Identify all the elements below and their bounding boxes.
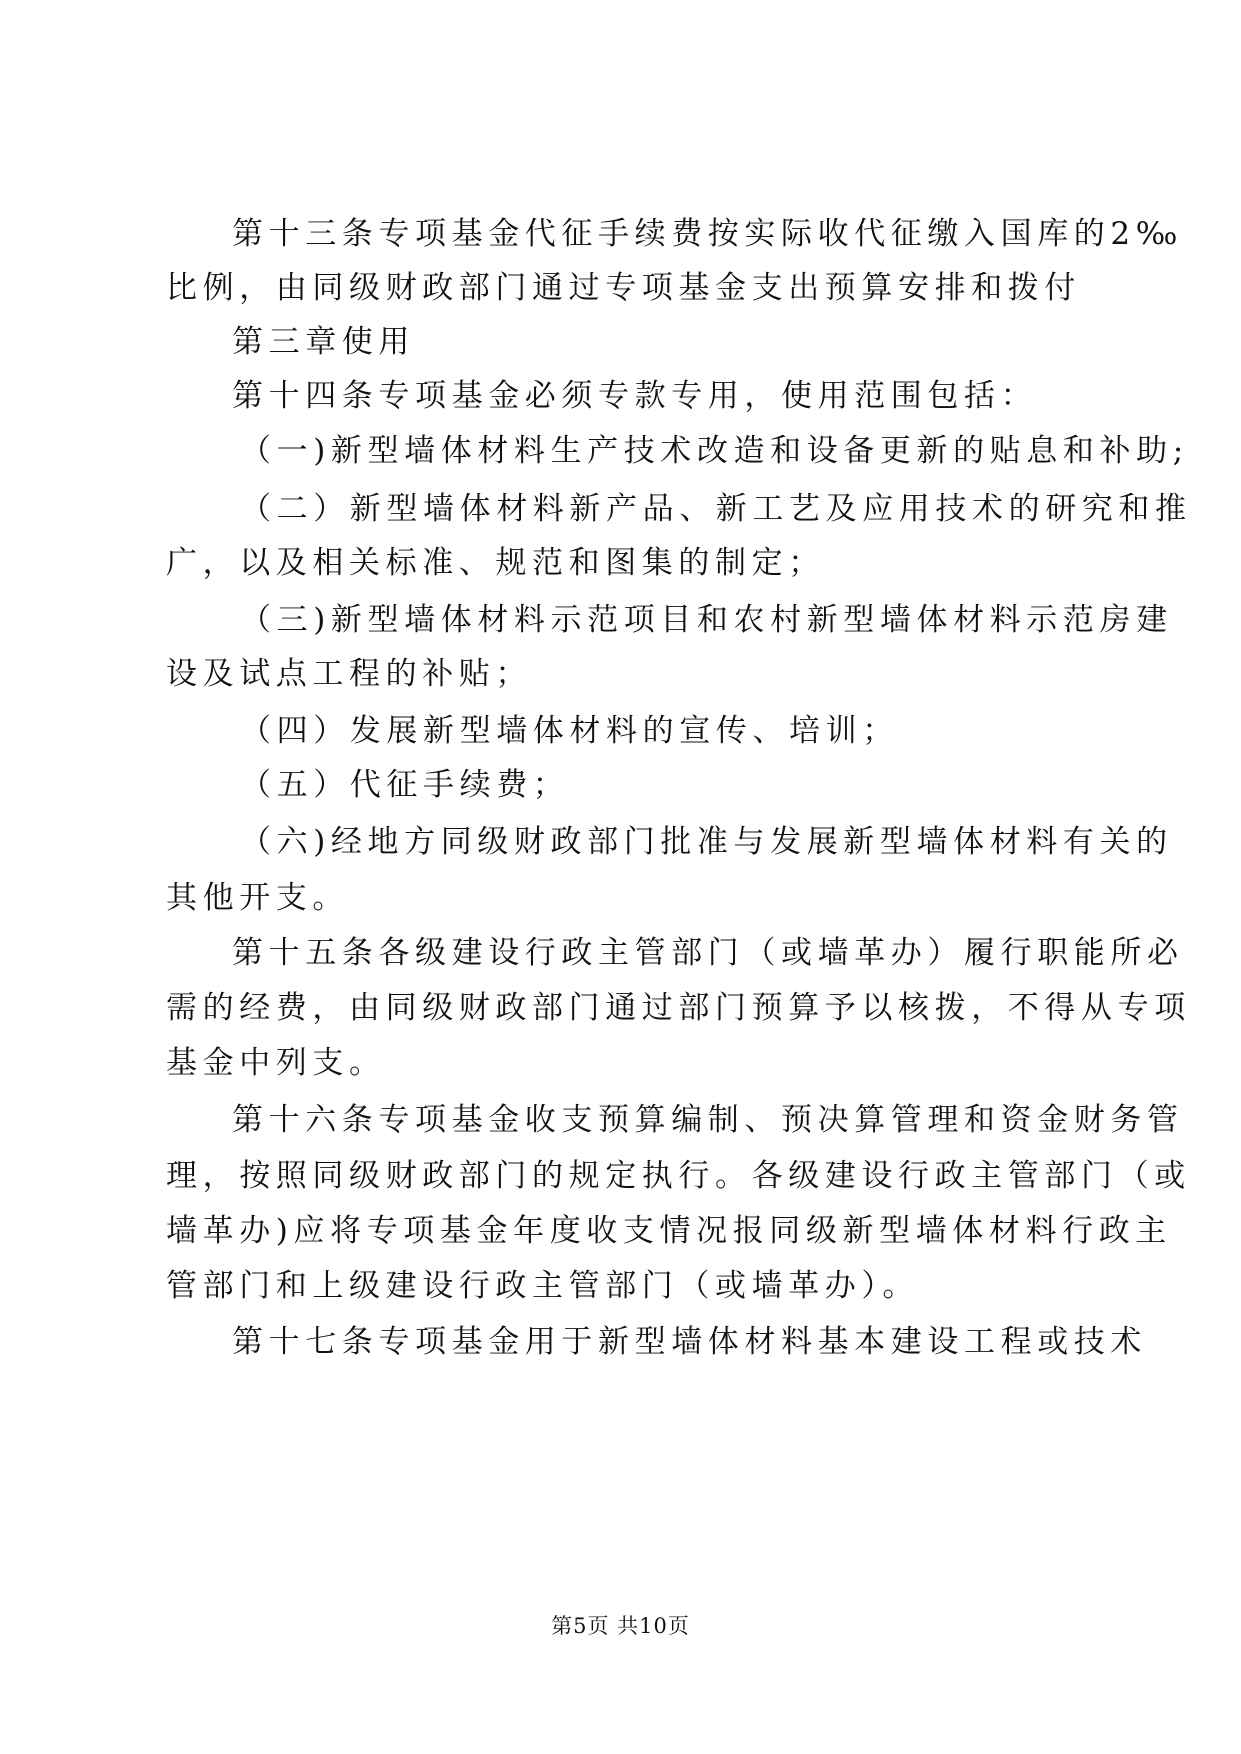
text-line: 其他开支。 [166,880,349,916]
text-line: 基金中列支。 [166,1045,386,1081]
list-item: （六)经地方同级财政部门批准与发展新型墙体材料有关的 [240,824,1173,860]
text-line: 需的经费，由同级财政部门通过部门预算予以核拨，不得从专项 [166,990,1191,1026]
list-item: （一)新型墙体材料生产技术改造和设备更新的贴息和补助; [240,433,1189,469]
list-item: （三)新型墙体材料示范项目和农村新型墙体材料示范房建 [240,602,1173,638]
text-line: 管部门和上级建设行政主管部门（或墙革办）。 [166,1268,920,1304]
page-number-footer: 第5页 共10页 [551,1614,690,1638]
text-line: 墙革办)应将专项基金年度收支情况报同级新型墙体材料行政主 [166,1213,1172,1249]
list-item: （四）发展新型墙体材料的宣传、培训； [240,713,899,749]
text-line: 设及试点工程的补贴； [166,656,532,692]
text-line: 第十六条专项基金收支预算编制、预决算管理和资金财务管 [232,1102,1184,1138]
text-line: 理，按照同级财政部门的规定执行。各级建设行政主管部门（或 [166,1158,1191,1194]
text-line: 第十五条各级建设行政主管部门（或墙革办）履行职能所必 [232,935,1184,971]
text-line: 第十七条专项基金用于新型墙体材料基本建设工程或技术 [232,1324,1147,1360]
list-item: （五）代征手续费； [240,767,570,803]
text-line: 第十三条专项基金代征手续费按实际收代征缴入国库的2‰ [232,216,1183,252]
text-line: 比例，由同级财政部门通过专项基金支出预算安排和拨付 [166,270,1081,306]
text-line: 广，以及相关标准、规范和图集的制定； [166,545,825,581]
section-heading: 第三章使用 [232,324,415,360]
list-item: （二）新型墙体材料新产品、新工艺及应用技术的研究和推 [240,491,1192,527]
text-line: 第十四条专项基金必须专款专用，使用范围包括： [232,378,1038,414]
